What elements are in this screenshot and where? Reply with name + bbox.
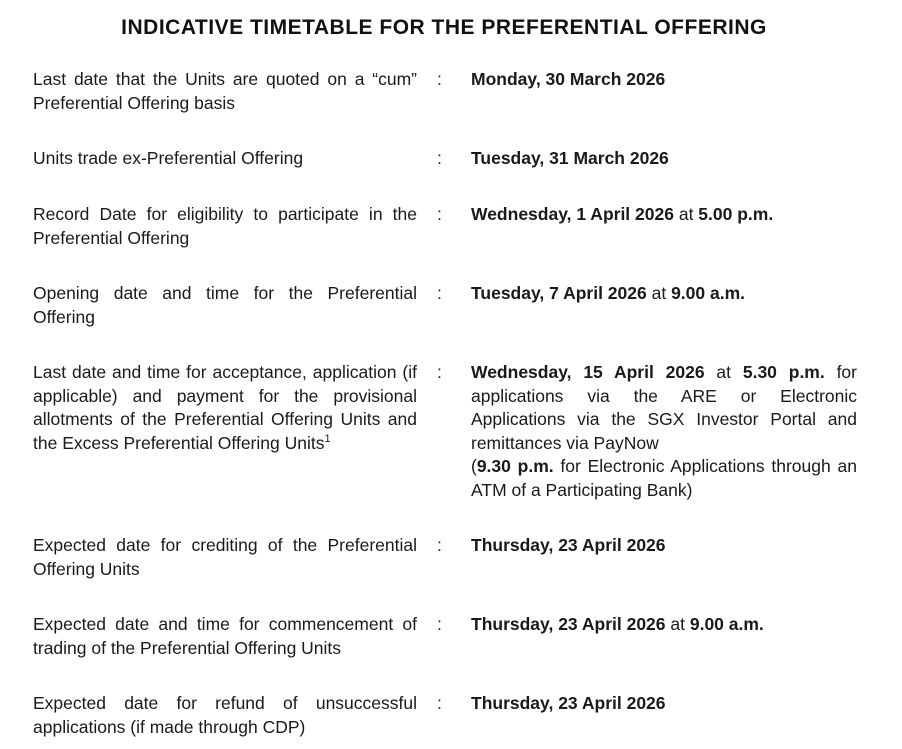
separator: :	[437, 362, 442, 382]
event-label: Expected date and time for commencement of trading of the Preferential Offering Units	[33, 614, 417, 658]
event-date-text: Thursday, 23 April 2026	[471, 693, 666, 713]
at-connector: at	[704, 362, 743, 382]
event-time-text: 9.00 a.m.	[671, 283, 746, 303]
event-date	[471, 613, 857, 637]
event-date-text: Monday, 30 March 2026	[471, 69, 666, 89]
paren-open: (	[471, 456, 477, 476]
event-date	[471, 203, 857, 227]
event-date-text: Tuesday, 7 April 2026	[471, 283, 647, 303]
event-time-text: 5.30 p.m.	[742, 362, 825, 382]
event-date-text: Wednesday, 1 April 2026	[471, 204, 674, 224]
event-date	[471, 692, 857, 716]
separator: :	[437, 148, 442, 168]
event-label: Expected date for refund of unsuccessful applications (if made through CDP)	[33, 693, 417, 737]
separator: :	[437, 614, 442, 634]
event-date	[471, 361, 857, 502]
event-date-text: Wednesday, 15 April 2026	[471, 362, 705, 382]
separator: :	[437, 69, 442, 89]
event-details-text-2: for Electronic Applications through an ATM of a Participating Bank)	[471, 456, 857, 500]
separator: :	[437, 204, 442, 224]
separator: :	[437, 535, 442, 555]
event-label: Record Date for eligibility to participate in the Preferential Offering	[33, 204, 417, 248]
event-date	[471, 282, 857, 306]
separator: :	[437, 693, 442, 713]
event-date-text: Tuesday, 31 March 2026	[471, 148, 669, 168]
at-connector: at	[673, 204, 699, 224]
event-label	[33, 361, 417, 455]
event-label-text: Last date and time for acceptance, application (if applicable) and payment for the provisional allotments of the Preferential Offering Units and the Excess Preferential Offering Units	[33, 362, 417, 453]
event-time-text: 9.00 a.m.	[689, 614, 764, 634]
at-connector: at	[665, 614, 690, 634]
at-connector: at	[646, 283, 672, 303]
event-label: Opening date and time for the Preferential Offering	[33, 283, 417, 327]
event-date	[471, 68, 857, 92]
event-label: Units trade ex-Preferential Offering	[33, 148, 304, 168]
page-title: INDICATIVE TIMETABLE FOR THE PREFERENTIAL OFFERING	[121, 16, 767, 39]
separator: :	[437, 283, 442, 303]
event-date-text: Thursday, 23 April 2026	[471, 535, 666, 555]
event-label: Expected date for crediting of the Preferential Offering Units	[33, 535, 417, 579]
event-details-text: for applications via the ARE or Electronic Applications via the SGX Investor Portal and remittances via PayNow	[471, 362, 857, 453]
footnote-marker: 1	[324, 432, 331, 445]
event-time-text: 5.00 p.m.	[698, 204, 774, 224]
event-date	[471, 534, 857, 558]
event-label: Last date that the Units are quoted on a “cum” Preferential Offering basis	[33, 69, 417, 113]
event-date-text: Thursday, 23 April 2026	[471, 614, 666, 634]
event-date	[471, 147, 857, 171]
event-time-text-2: 9.30 p.m.	[476, 456, 554, 476]
